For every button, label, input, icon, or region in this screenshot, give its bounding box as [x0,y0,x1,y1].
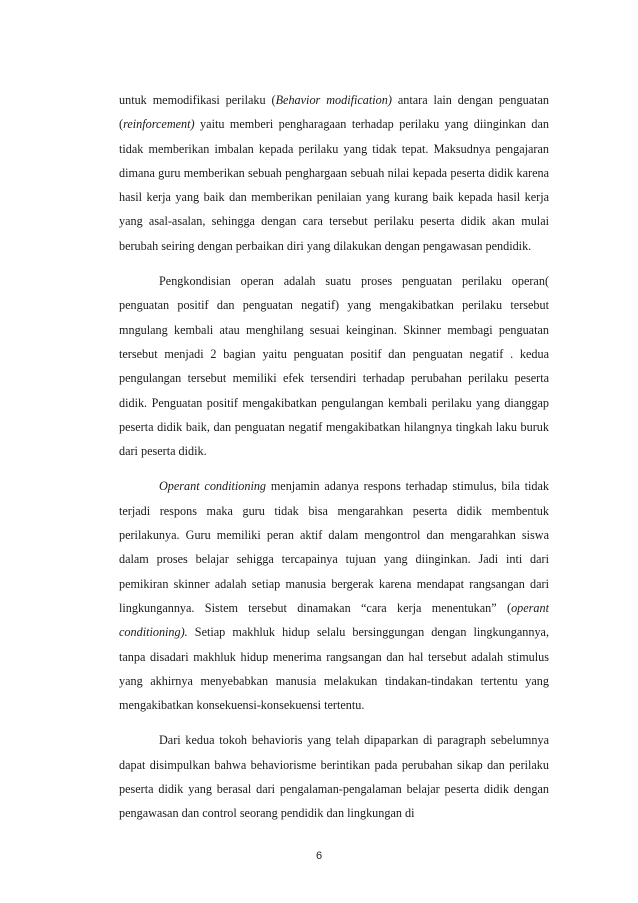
paragraph [119,88,549,258]
paragraph [119,728,549,825]
text-run: Pengkondisian operan adalah suatu proses penguatan perilaku operan( penguatan positif dan penguatan negatif) yang mengakibatkan perilaku tersebut mngulang kembali atau menghilang sesuai keinginan. Skinner membagi penguatan tersebut menjadi 2 bagian yaitu penguatan positif dan penguatan negatif . kedua pengulangan tersebut memiliki efek tersendiri terhadap perubahan perilaku peserta didik. Penguatan positif mengakibatkan pengulangan kembali perilaku yang dianggap peserta didik baik, dan penguatan negatif mengakibatkan hilangnya tingkah laku buruk dari peserta didik. [119,274,549,459]
text-run: untuk memodifikasi perilaku ( [119,93,276,107]
paragraph [119,474,549,717]
text-run: menjamin adanya respons terhadap stimulus, bila tidak terjadi respons maka guru tidak bisa mengarahkan peserta didik membentuk perilakunya. Guru memiliki peran aktif dalam mengontrol dan mengarahkan siswa dalam proses belajar sehigga tercapainya tujuan yang diinginkan. Jadi inti dari pemikiran skinner adalah setiap manusia bergerak karena mendapat rangsangan dari lingkungannya. Sistem tersebut dinamakan “cara kerja menentukan” ( [119,479,549,615]
page-number: 6 [315,850,323,862]
italic-text-run: operant conditioning). [119,600,549,640]
italic-text-run: reinforcement) [123,117,195,132]
text-run: Dari kedua tokoh behavioris yang telah dipaparkan di paragraph sebelumnya dapat disimpulkan bahwa behaviorisme berintikan pada perubahan sikap dan perilaku peserta didik yang berasal dari pengalaman-pengalaman belajar peserta didik dengan pengawasan dan control seorang pendidik dan lingkungan di [119,733,549,821]
body-text [119,88,549,837]
text-run: yaitu memberi pengharagaan terhadap perilaku yang diinginkan dan tidak memberikan imbalan kepada perilaku yang tidak tepat. Maksudnya pengajaran dimana guru memberikan sebuah penghargaan sebuah nilai kepada peserta didik karena hasil kerja yang baik dan memberikan penilaian yang kurang baik kepada hasil kerja yang asal-asalan, sehingga dengan cara tersebut perilaku peserta didik akan mulai berubah seiring dengan perbaikan diri yang dilakukan dengan pengawasan pendidik. [119,117,549,253]
text-run: Setiap makhluk hidup selalu bersinggungan dengan lingkungannya, tanpa disadari makhluk hidup menerima rangsangan dan hal tersebut adalah stimulus yang akhirnya menyebabkan manusia melakukan tindakan-tindakan tertentu yang mengakibatkan konsekuensi-konsekuensi tertentu. [119,625,549,713]
paragraph [119,269,549,463]
italic-text-run: Behavior modification) [275,93,392,107]
italic-text-run: Operant conditioning [159,479,267,494]
text-run: antara lain dengan penguatan ( [119,93,549,132]
